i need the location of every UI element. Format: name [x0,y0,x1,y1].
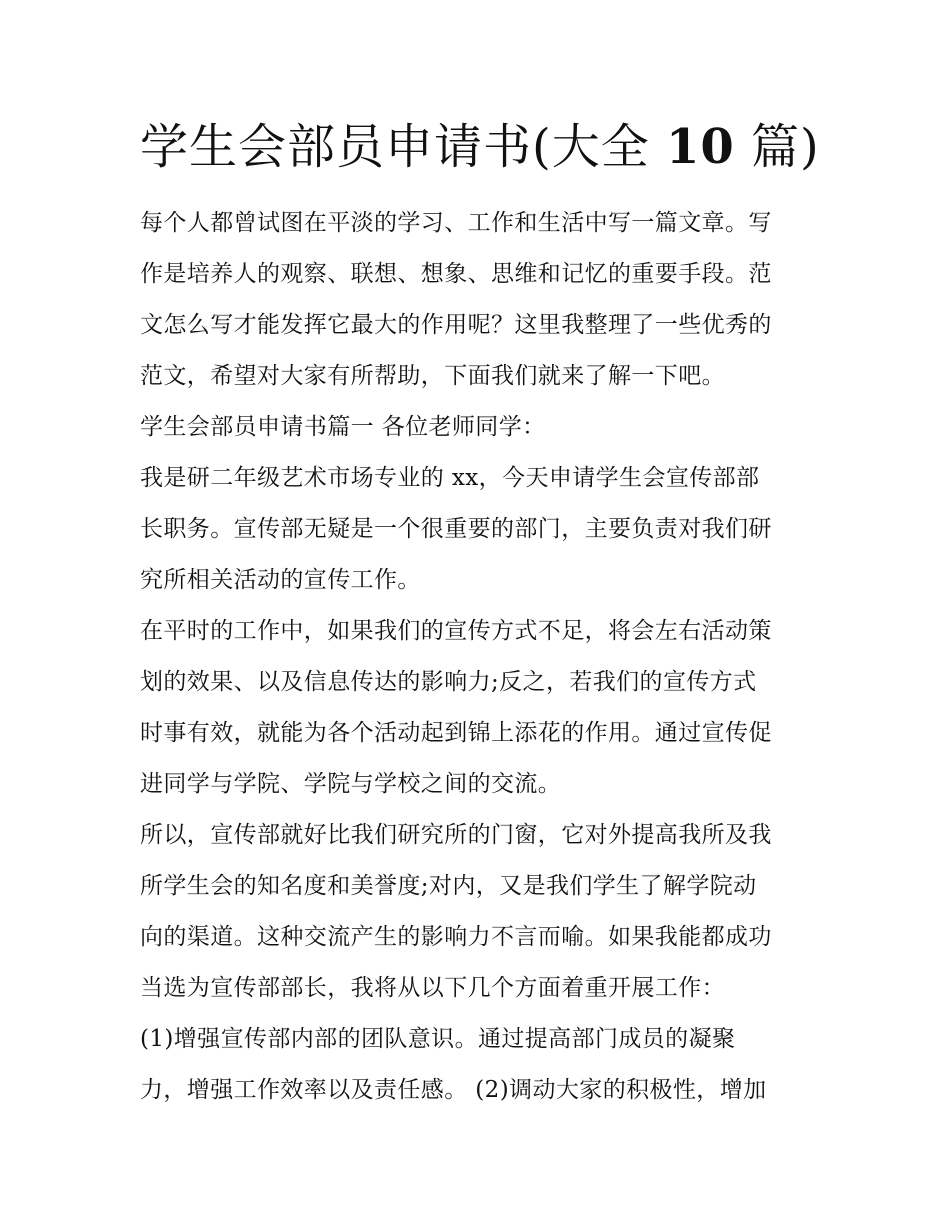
body-line: 所学生会的知名度和美誉度;对内，又是我们学生了解学院动 [140,873,757,899]
title-suffix: 篇) [734,119,820,175]
body-line: 我是研二年级艺术市场专业的 xx，今天申请学生会宣传部部 [140,465,760,491]
body-line: 在平时的工作中，如果我们的宣传方式不足，将会左右活动策 [140,618,772,644]
body-line: 力，增强工作效率以及责任感。 (2)调动大家的积极性，增加 [140,1077,767,1103]
body-line: 进同学与学院、学院与学校之间的交流。 [140,771,562,797]
body-line: 时事有效，就能为各个活动起到锦上添花的作用。通过宣传促 [140,720,772,746]
body-line: 究所相关活动的宣传工作。 [140,567,421,593]
document-title [140,112,820,182]
body-line: 向的渠道。这种交流产生的影响力不言而喻。如果我能都成功 [140,924,772,950]
document-page [140,112,820,1116]
document-body [140,198,820,1116]
section-heading-line: 学生会部员申请书篇一 各位老师同学： [140,414,546,440]
body-line: 划的效果、以及信息传达的影响力;反之，若我们的宣传方式 [140,669,757,695]
body-line: 每个人都曾试图在平淡的学习、工作和生活中写一篇文章。写 [140,210,772,236]
title-number: 10 [666,119,735,175]
body-line: 长职务。宣传部无疑是一个很重要的部门，主要负责对我们研 [140,516,772,542]
body-line: 当选为宣传部部长，我将从以下几个方面着重开展工作： [140,975,725,1001]
body-line: 所以，宣传部就好比我们研究所的门窗，它对外提高我所及我 [140,822,772,848]
body-line: 范文，希望对大家有所帮助，下面我们就来了解一下吧。 [140,363,725,389]
title-prefix: 学生会部员申请书(大全 [140,119,666,175]
body-line: 作是培养人的观察、联想、想象、思维和记忆的重要手段。范 [140,261,772,287]
body-line: (1)增强宣传部内部的团队意识。通过提高部门成员的凝聚 [140,1026,736,1052]
body-line: 文怎么写才能发挥它最大的作用呢？这里我整理了一些优秀的 [140,312,772,338]
